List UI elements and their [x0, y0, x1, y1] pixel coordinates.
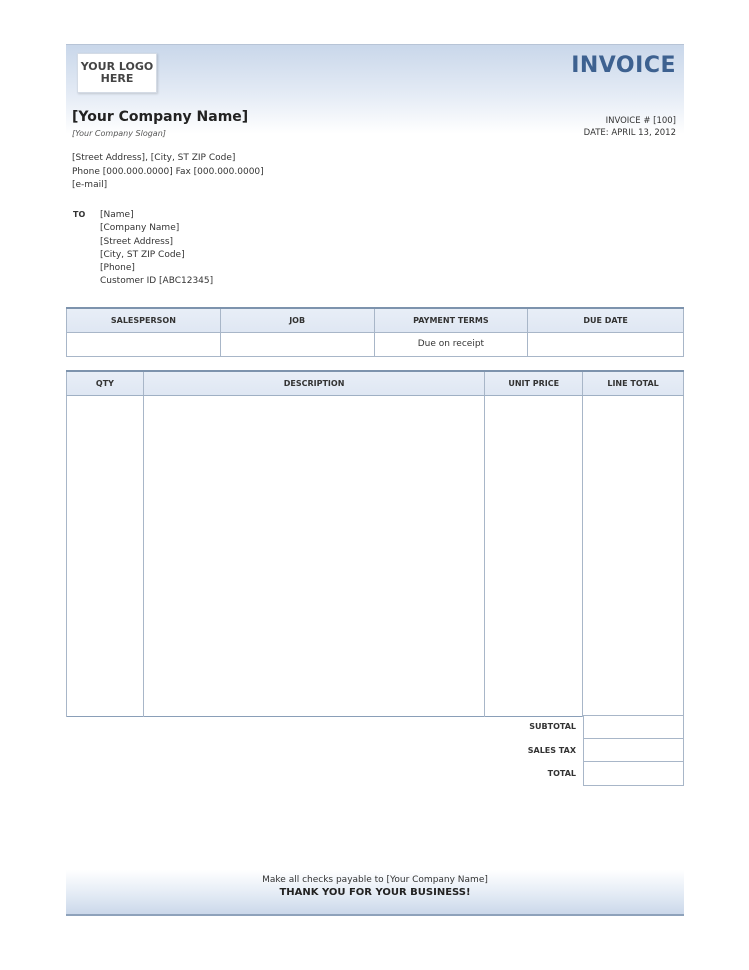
company-slogan: [Your Company Slogan]: [72, 129, 166, 138]
logo-line2: HERE: [100, 72, 134, 85]
order-info-header-row: [67, 308, 684, 332]
recipient-street: [Street Address]: [100, 236, 174, 247]
line-items-table: [66, 370, 684, 717]
company-name: [Your Company Name]: [72, 109, 249, 125]
total-value[interactable]: [583, 762, 684, 786]
totals-block: [490, 715, 684, 786]
logo-line1: YOUR LOGO: [80, 60, 154, 73]
qty-column[interactable]: [67, 395, 144, 716]
recipient-block: [100, 209, 213, 289]
subtotal-row: [490, 715, 684, 739]
recipient-company: [Company Name]: [100, 223, 180, 234]
sales-tax-row: [490, 739, 684, 763]
invoice-meta: [584, 115, 676, 139]
recipient-name: [Name]: [100, 210, 134, 220]
company-phone-fax: Phone [000.000.0000] Fax [000.000.0000]: [72, 166, 264, 177]
header-job: JOB: [220, 308, 374, 332]
footer-band: [66, 870, 684, 916]
header-salesperson: SALESPERSON: [67, 308, 221, 332]
total-label: TOTAL: [547, 769, 576, 779]
subtotal-value[interactable]: [583, 715, 684, 739]
company-address: [Street Address], [City, ST ZIP Code]: [72, 153, 236, 163]
unit-price-column[interactable]: [485, 395, 583, 716]
header-description: DESCRIPTION: [143, 371, 484, 395]
order-info-row: [67, 332, 684, 356]
sales-tax-value[interactable]: [583, 739, 684, 763]
line-total-column[interactable]: [583, 395, 684, 716]
invoice-title: INVOICE: [571, 53, 676, 78]
checks-payable-note: Make all checks payable to [Your Company Name]: [262, 875, 488, 885]
cell-job[interactable]: [220, 332, 374, 356]
recipient-city: [City, ST ZIP Code]: [100, 249, 185, 260]
invoice-date: DATE: APRIL 13, 2012: [583, 128, 676, 138]
total-row: [490, 762, 684, 786]
cell-salesperson[interactable]: [67, 332, 221, 356]
company-address-block: [72, 152, 264, 193]
header-payment-terms: PAYMENT TERMS: [374, 308, 528, 332]
line-items-body: [67, 395, 684, 716]
recipient-customer-id: Customer ID [ABC12345]: [100, 276, 214, 287]
header-unit-price: UNIT PRICE: [485, 371, 583, 395]
line-items-header-row: [67, 371, 684, 395]
logo-placeholder: [77, 53, 157, 93]
header-due-date: DUE DATE: [528, 308, 684, 332]
cell-due-date[interactable]: [528, 332, 684, 356]
subtotal-label: SUBTOTAL: [529, 722, 576, 732]
company-email: [e-mail]: [72, 180, 108, 190]
invoice-number: INVOICE # [100]: [605, 116, 676, 126]
thank-you-message: THANK YOU FOR YOUR BUSINESS!: [279, 887, 471, 898]
header-line-total: LINE TOTAL: [583, 371, 684, 395]
cell-payment-terms[interactable]: Due on receipt: [374, 332, 528, 356]
to-label: TO: [73, 210, 86, 219]
description-column[interactable]: [143, 395, 484, 716]
recipient-phone: [Phone]: [100, 263, 135, 274]
sales-tax-label: SALES TAX: [527, 745, 576, 755]
order-info-table: [66, 307, 684, 357]
header-qty: QTY: [67, 371, 144, 395]
